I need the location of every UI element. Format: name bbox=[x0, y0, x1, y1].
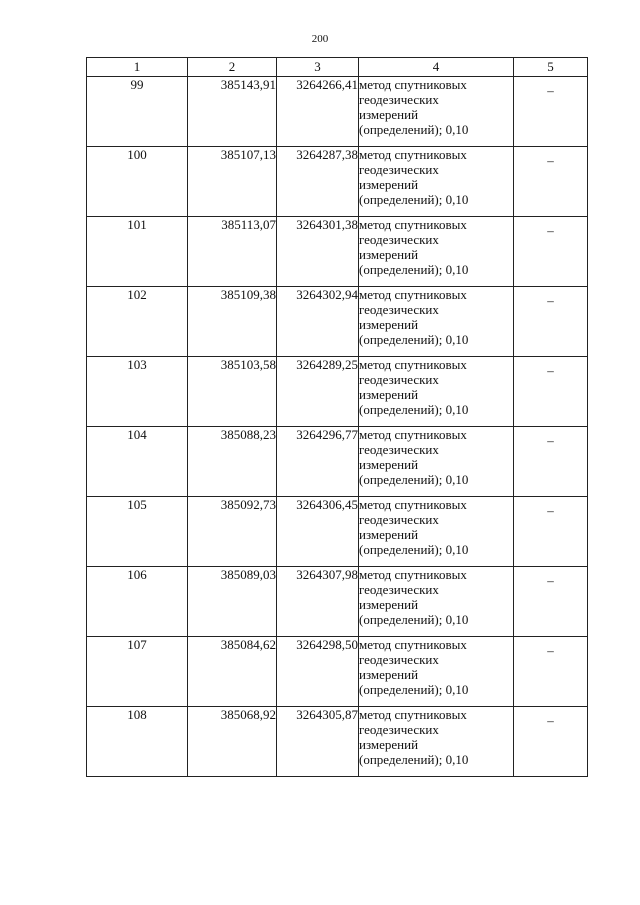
dash-mark: – bbox=[547, 433, 554, 448]
point-number-cell: 102 bbox=[87, 287, 188, 357]
method-line: метод спутниковых bbox=[359, 567, 467, 582]
description-cell bbox=[514, 427, 588, 497]
method-cell bbox=[359, 147, 514, 217]
method-line: (определений); 0,10 bbox=[359, 682, 469, 697]
point-number-cell: 101 bbox=[87, 217, 188, 287]
method-cell bbox=[359, 497, 514, 567]
method-line: метод спутниковых bbox=[359, 497, 467, 512]
y-coordinate-cell: 3264266,41 bbox=[277, 77, 359, 147]
method-line: (определений); 0,10 bbox=[359, 472, 469, 487]
table-row bbox=[87, 707, 588, 777]
method-line: измерений bbox=[359, 317, 419, 332]
method-line: измерений bbox=[359, 247, 419, 262]
table-row bbox=[87, 357, 588, 427]
method-line: измерений bbox=[359, 737, 419, 752]
method-line: измерений bbox=[359, 527, 419, 542]
description-cell bbox=[514, 357, 588, 427]
dash-mark: – bbox=[547, 223, 554, 238]
method-cell bbox=[359, 357, 514, 427]
method-line: геодезических bbox=[359, 232, 439, 247]
method-line: метод спутниковых bbox=[359, 357, 467, 372]
point-number-cell: 108 bbox=[87, 707, 188, 777]
method-line: (определений); 0,10 bbox=[359, 402, 469, 417]
header-row bbox=[87, 58, 588, 77]
x-coordinate-cell: 385068,92 bbox=[188, 707, 277, 777]
method-line: метод спутниковых bbox=[359, 287, 467, 302]
x-coordinate-cell: 385088,23 bbox=[188, 427, 277, 497]
method-cell bbox=[359, 217, 514, 287]
method-line: измерений bbox=[359, 597, 419, 612]
method-cell bbox=[359, 427, 514, 497]
table-row bbox=[87, 77, 588, 147]
table-row bbox=[87, 637, 588, 707]
description-cell bbox=[514, 147, 588, 217]
method-line: измерений bbox=[359, 107, 419, 122]
method-line: (определений); 0,10 bbox=[359, 612, 469, 627]
method-line: геодезических bbox=[359, 372, 439, 387]
y-coordinate-cell: 3264296,77 bbox=[277, 427, 359, 497]
table-row bbox=[87, 217, 588, 287]
description-cell bbox=[514, 77, 588, 147]
method-line: геодезических bbox=[359, 442, 439, 457]
y-coordinate-cell: 3264298,50 bbox=[277, 637, 359, 707]
method-line: геодезических bbox=[359, 652, 439, 667]
method-cell bbox=[359, 77, 514, 147]
method-cell bbox=[359, 637, 514, 707]
dash-mark: – bbox=[547, 503, 554, 518]
header-cell-1: 1 bbox=[87, 58, 188, 77]
point-number-cell: 105 bbox=[87, 497, 188, 567]
dash-mark: – bbox=[547, 83, 554, 98]
method-line: метод спутниковых bbox=[359, 637, 467, 652]
x-coordinate-cell: 385092,73 bbox=[188, 497, 277, 567]
method-line: геодезических bbox=[359, 722, 439, 737]
description-cell bbox=[514, 217, 588, 287]
method-line: метод спутниковых bbox=[359, 147, 467, 162]
method-line: геодезических bbox=[359, 92, 439, 107]
method-line: (определений); 0,10 bbox=[359, 192, 469, 207]
method-line: (определений); 0,10 bbox=[359, 752, 469, 767]
x-coordinate-cell: 385089,03 bbox=[188, 567, 277, 637]
header-cell-2: 2 bbox=[188, 58, 277, 77]
method-line: (определений); 0,10 bbox=[359, 332, 469, 347]
method-line: геодезических bbox=[359, 162, 439, 177]
dash-mark: – bbox=[547, 713, 554, 728]
method-line: метод спутниковых bbox=[359, 427, 467, 442]
method-cell bbox=[359, 567, 514, 637]
point-number-cell: 103 bbox=[87, 357, 188, 427]
dash-mark: – bbox=[547, 153, 554, 168]
table-row bbox=[87, 567, 588, 637]
method-line: измерений bbox=[359, 387, 419, 402]
y-coordinate-cell: 3264301,38 bbox=[277, 217, 359, 287]
x-coordinate-cell: 385109,38 bbox=[188, 287, 277, 357]
y-coordinate-cell: 3264302,94 bbox=[277, 287, 359, 357]
method-line: метод спутниковых bbox=[359, 707, 467, 722]
method-line: геодезических bbox=[359, 302, 439, 317]
x-coordinate-cell: 385113,07 bbox=[188, 217, 277, 287]
method-line: (определений); 0,10 bbox=[359, 262, 469, 277]
description-cell bbox=[514, 567, 588, 637]
description-cell bbox=[514, 497, 588, 567]
table-row bbox=[87, 497, 588, 567]
point-number-cell: 100 bbox=[87, 147, 188, 217]
page-number: 200 bbox=[311, 33, 329, 45]
method-line: метод спутниковых bbox=[359, 77, 467, 92]
x-coordinate-cell: 385107,13 bbox=[188, 147, 277, 217]
description-cell bbox=[514, 287, 588, 357]
dash-mark: – bbox=[547, 363, 554, 378]
point-number-cell: 107 bbox=[87, 637, 188, 707]
method-line: (определений); 0,10 bbox=[359, 122, 469, 137]
method-line: измерений bbox=[359, 177, 419, 192]
dash-mark: – bbox=[547, 643, 554, 658]
table-row bbox=[87, 147, 588, 217]
method-cell bbox=[359, 287, 514, 357]
x-coordinate-cell: 385143,91 bbox=[188, 77, 277, 147]
header-cell-4: 4 bbox=[359, 58, 514, 77]
method-line: (определений); 0,10 bbox=[359, 542, 469, 557]
coordinates-table bbox=[86, 57, 588, 777]
method-line: геодезических bbox=[359, 512, 439, 527]
table-row bbox=[87, 427, 588, 497]
x-coordinate-cell: 385103,58 bbox=[188, 357, 277, 427]
method-cell bbox=[359, 707, 514, 777]
point-number-cell: 106 bbox=[87, 567, 188, 637]
y-coordinate-cell: 3264306,45 bbox=[277, 497, 359, 567]
method-line: измерений bbox=[359, 667, 419, 682]
point-number-cell: 99 bbox=[87, 77, 188, 147]
table-row bbox=[87, 287, 588, 357]
description-cell bbox=[514, 707, 588, 777]
y-coordinate-cell: 3264287,38 bbox=[277, 147, 359, 217]
y-coordinate-cell: 3264305,87 bbox=[277, 707, 359, 777]
table-body bbox=[87, 77, 588, 777]
y-coordinate-cell: 3264289,25 bbox=[277, 357, 359, 427]
dash-mark: – bbox=[547, 293, 554, 308]
x-coordinate-cell: 385084,62 bbox=[188, 637, 277, 707]
header-cell-3: 3 bbox=[277, 58, 359, 77]
header-cell-5: 5 bbox=[514, 58, 588, 77]
description-cell bbox=[514, 637, 588, 707]
method-line: измерений bbox=[359, 457, 419, 472]
point-number-cell: 104 bbox=[87, 427, 188, 497]
method-line: метод спутниковых bbox=[359, 217, 467, 232]
dash-mark: – bbox=[547, 573, 554, 588]
method-line: геодезических bbox=[359, 582, 439, 597]
y-coordinate-cell: 3264307,98 bbox=[277, 567, 359, 637]
